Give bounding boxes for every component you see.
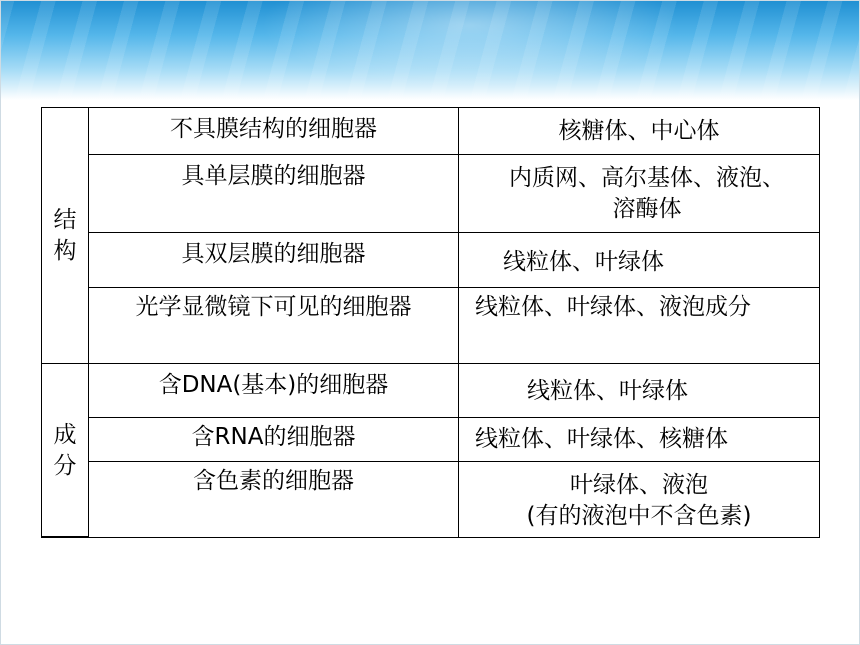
row-label: 含RNA的细胞器	[89, 418, 459, 462]
row-label: 光学显微镜下可见的细胞器	[89, 288, 459, 364]
table-row	[42, 462, 820, 538]
banner-glow	[260, 0, 680, 90]
row-value: 线粒体、叶绿体、液泡成分	[459, 288, 820, 364]
group-structure-cell	[42, 108, 89, 364]
table-row	[42, 364, 820, 418]
row-label: 具单层膜的细胞器	[89, 155, 459, 233]
table-row	[42, 233, 820, 288]
row-note: (有的液泡中不含色素)	[526, 503, 752, 529]
group-composition-cell	[42, 364, 89, 538]
row-value: 线粒体、叶绿体	[459, 364, 820, 418]
organelle-table	[41, 107, 820, 538]
table-row	[42, 418, 820, 462]
group-structure-label: 结构	[53, 206, 77, 264]
row-value: 内质网、高尔基体、液泡、溶酶体	[459, 155, 820, 233]
table-row	[42, 108, 820, 155]
row-value: 核糖体、中心体	[459, 108, 820, 155]
row-value-cell	[459, 462, 820, 538]
table-row	[42, 288, 820, 364]
table-row	[42, 155, 820, 233]
group-composition-label: 成分	[53, 421, 77, 479]
row-label: 含DNA(基本)的细胞器	[89, 364, 459, 418]
row-label: 含色素的细胞器	[89, 462, 459, 538]
bottom-rule	[41, 536, 89, 538]
header-banner	[0, 0, 860, 100]
row-value: 叶绿体、液泡	[570, 472, 708, 498]
row-label: 具双层膜的细胞器	[89, 233, 459, 288]
row-value: 线粒体、叶绿体	[459, 233, 820, 288]
row-value: 线粒体、叶绿体、核糖体	[459, 418, 820, 462]
row-label: 不具膜结构的细胞器	[89, 108, 459, 155]
